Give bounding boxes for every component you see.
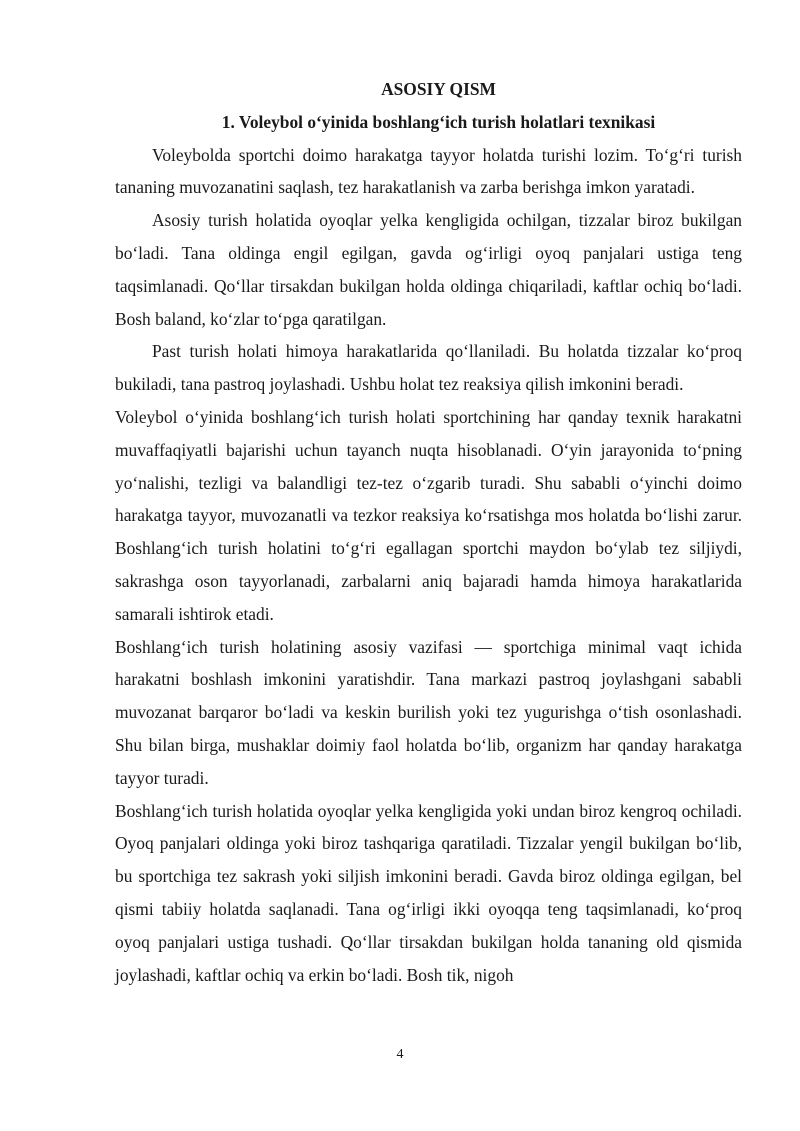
paragraph-6: Boshlang‘ich turish holatida oyoqlar yelka kengligida yoki undan biroz kengroq ochiladi. Oyoq panjalari oldinga yoki biroz tashqariga qaratiladi. Tizzalar yengil bukilgan bo‘lib, bu sportchiga tez sakrash yoki siljish imkonini beradi. Gavda biroz oldinga egilgan, bel qismi tabiiy holatda saqlanadi. Tana og‘irligi ikki oyoqqa teng taqsimlanadi, ko‘proq oyoq panjalari ustiga tushadi. Qo‘llar tirsakdan bukilgan holda tananing old qismida joylashadi, kaftlar ochiq va erkin bo‘ladi. Bosh tik, nigoh <box>115 800 742 985</box>
paragraph-3: Past turish holati himoya harakatlarida qo‘llaniladi. Bu holatda tizzalar ko‘proq bukiladi, tana pastroq joylashadi. Ushbu holat tez reaksiya qilish imkonini beradi. <box>115 341 742 395</box>
paragraph-4: Voleybol o‘yinida boshlang‘ich turish holati sportchining har qanday texnik harakatni muvaffaqiyatli bajarishi uchun tayanch nuqta hisoblanadi. O‘yin jarayonida to‘pning yo‘nalishi, tezligi va balandligi tez-tez o‘zgarib turadi. Shu sababli o‘yinchi doimo harakatga tayyor, muvozanatli va tezkor reaksiya ko‘rsatishga mos holatda bo‘lishi zarur. Boshlang‘ich turish holatini to‘g‘ri egallagan sportchi maydon bo‘ylab tez siljiydi, sakrashga oson tayyorlanadi, zarbalarni aniq bajaradi hamda himoya harakatlarida samarali ishtirok etadi. <box>115 406 742 624</box>
page-number: 4 <box>396 1047 404 1062</box>
page-body <box>115 73 742 991</box>
paragraph-1: Voleybolda sportchi doimo harakatga tayyor holatda turishi lozim. To‘g‘ri turish tananing muvozanatini saqlash, tez harakatlanish va zarba berishga imkon yaratadi. <box>115 144 742 198</box>
section-title: ASOSIY QISM <box>381 79 496 99</box>
paragraph-5: Boshlang‘ich turish holatining asosiy vazifasi — sportchiga minimal vaqt ichida harakatni boshlash imkonini yaratishdir. Tana markazi pastroq joylashgani sababli muvozanat barqaror bo‘ladi va keskin burilish yoki tez yugurishga o‘tish osonlashadi. Shu bilan birga, mushaklar doimiy faol holatda bo‘lib, organizm har qanday harakatga tayyor turadi. <box>115 636 742 788</box>
subsection-title: 1. Voleybol o‘yinida boshlang‘ich turish holatlari texnikasi <box>221 111 656 132</box>
paragraph-2: Asosiy turish holatida oyoqlar yelka kengligida ochilgan, tizzalar biroz bukilgan bo‘ladi. Tana oldinga engil egilgan, gavda og‘irligi oyoq panjalari ustiga teng taqsimlanadi. Qo‘llar tirsakdan bukilgan holda oldinga chiqariladi, kaftlar ochiq bo‘ladi. Bosh baland, ko‘zlar to‘pga qaratilgan. <box>115 210 742 329</box>
